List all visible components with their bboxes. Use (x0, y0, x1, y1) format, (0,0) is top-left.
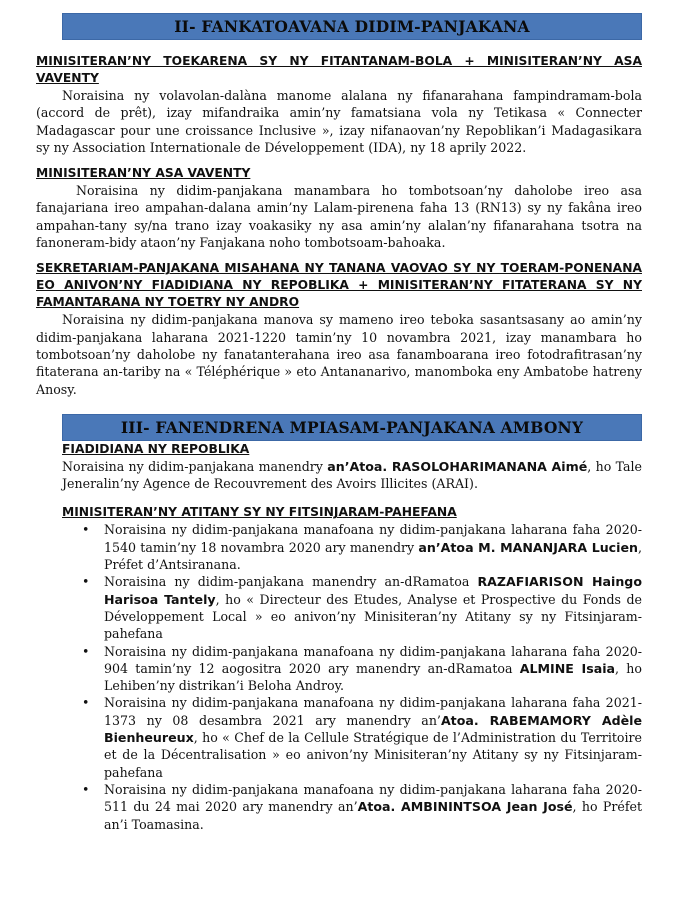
section-3-title: III- FANENDRENA MPIASAM-PANJAKANA AMBONY (120, 417, 584, 437)
block-3-text: Noraisina ny didim-panjakana manova sy mameno ireo teboka sasantsasany ao amin’ny didim-panjakana laharana 2021-1220 tamin’ny 10 novambra 2021, izay manambara ho tombotsoan’ny daholobe ny fanatanterahana ireo asa fanamboarana ireo fotodrafitrasan’ny fitaterana an-tariby na « Téléphérique » eto Antananarivo, manomboka eny Ambatobe hatreny Anosy. (36, 312, 642, 397)
section-2-banner (62, 13, 642, 40)
block-2-text: Noraisina ny didim-panjakana manambara ho tombotsoan’ny daholobe ireo asa fanajariana ireo ampahan-dalana amin’ny Lalam-pirenena faha 13 (RN13) sy ny fakâna ireo ampahan-tany sy/na trano izay voakasiky ny asa amin’ny alalan’ny fifanarahana tsotra na fanoneram-bidy ataon’ny Fanjakana noho tombotsoam-bahoaka. (36, 183, 642, 251)
appointee-name: Atoa. AMBININTSOA Jean José (357, 799, 573, 815)
section-2-block-1 (36, 53, 642, 156)
appointee-name: ALMINE Isaia (519, 660, 616, 676)
presidency-block (36, 441, 642, 493)
list-item (104, 573, 642, 642)
item-text-post: , ho Lehiben’ny distrikan’i Beloha Androy. (104, 660, 642, 694)
section-2-block-2 (36, 165, 642, 251)
list-item (104, 781, 642, 833)
presidency-text-post: , ho Tale Jeneralin’ny Agence de Recouvrement des Avoirs Illicites (ARAI). (62, 458, 642, 492)
appointee-name: an’Atoa M. MANANJARA Lucien (418, 539, 638, 555)
block-1-text: Noraisina ny volavolan-dalàna manome alalana ny fifanarahana fampindramam-bola (accord de prêt), izay mifandraika amin’ny famatsiana vola ny Tetikasa « Connecter Madagascar pour une croissance Inclusive », izay nifanaovan’ny Repoblikan’i Madagasikara sy ny Association Internationale de Développement (IDA), ny 18 aprily 2022. (36, 88, 642, 155)
appointee-name: an’Atoa. RASOLOHARIMANANA Aimé (327, 458, 588, 474)
block-1-heading: MINISITERAN’NY TOEKARENA SY NY FITANTANAM-BOLA + MINISITERAN’NY ASA VAVENTY (36, 54, 642, 85)
block-3-heading: SEKRETARIAM-PANJAKANA MISAHANA NY TANANA VAOVAO SY NY TOERAM-PONENANA EO ANIVON’NY FIADIDIANA NY REPOBLIKA + MINISITERAN’NY FITATERANA SY NY FAMANTARANA NY TOETRY NY ANDRO (36, 261, 642, 310)
list-item (104, 643, 642, 695)
presidency-heading: FIADIDIANA NY REPOBLIKA (62, 441, 250, 456)
appointee-name: Atoa. RABEMAMORY Adèle Bienheureux (104, 712, 642, 746)
item-text-pre: Noraisina ny didim-panjakana manafoana ny didim-panjakana laharana faha 2020-904 tamin’ny 12 aogositra 2020 ary manendry an-dRamatoa (104, 643, 642, 676)
item-text-post: , ho « Chef de la Cellule Stratégique de l’Administration du Territoire et de la Décentralisation » eo anivon’ny Minisiteran’ny Atitany sy ny Fitsinjaram-pahefana (104, 730, 642, 780)
presidency-text-pre: Noraisina ny didim-panjakana manendry (62, 458, 328, 474)
list-item (104, 694, 642, 780)
item-text-pre: Noraisina ny didim-panjakana manafoana ny didim-panjakana laharana faha 2021-1373 ny 08 desambra 2021 ary manendry an’ (104, 695, 642, 728)
section-2-title: II- FANKATOAVANA DIDIM-PANJAKANA (174, 17, 530, 36)
section-3-banner (62, 414, 642, 441)
interior-block (36, 504, 642, 832)
item-text-post: , ho « Directeur des Etudes, Analyse et Prospective du Fonds de Développement Local » eo anivon’ny Minisiteran’ny Atitany sy ny Fitsinjaram-pahefana (104, 591, 642, 642)
appointee-name: RAZAFIARISON Haingo Harisoa Tantely (104, 574, 642, 607)
item-text-post: , Préfet d’Antsiranana. (104, 539, 642, 573)
appointments-list (36, 521, 642, 832)
interior-heading: MINISITERAN’NY ATITANY SY NY FITSINJARAM-PAHEFANA (62, 505, 457, 520)
item-text-pre: Noraisina ny didim-panjakana manafoana ny didim-panjakana laharana faha 2020-511 du 24 mai 2020 ary manendry an’ (104, 781, 642, 815)
section-2-block-3 (36, 260, 642, 397)
item-text-pre: Noraisina ny didim-panjakana manendry an-dRamatoa (104, 574, 478, 590)
presidency-text (62, 458, 642, 493)
list-item (104, 521, 642, 573)
block-2-heading: MINISITERAN’NY ASA VAVENTY (36, 166, 251, 181)
item-text-pre: Noraisina ny didim-panjakana manafoana ny didim-panjakana laharana faha 2020-1540 tamin’ny 18 novambra 2020 ary manendry (104, 522, 642, 555)
item-text-post: , ho Préfet an’i Toamasina. (104, 799, 642, 832)
